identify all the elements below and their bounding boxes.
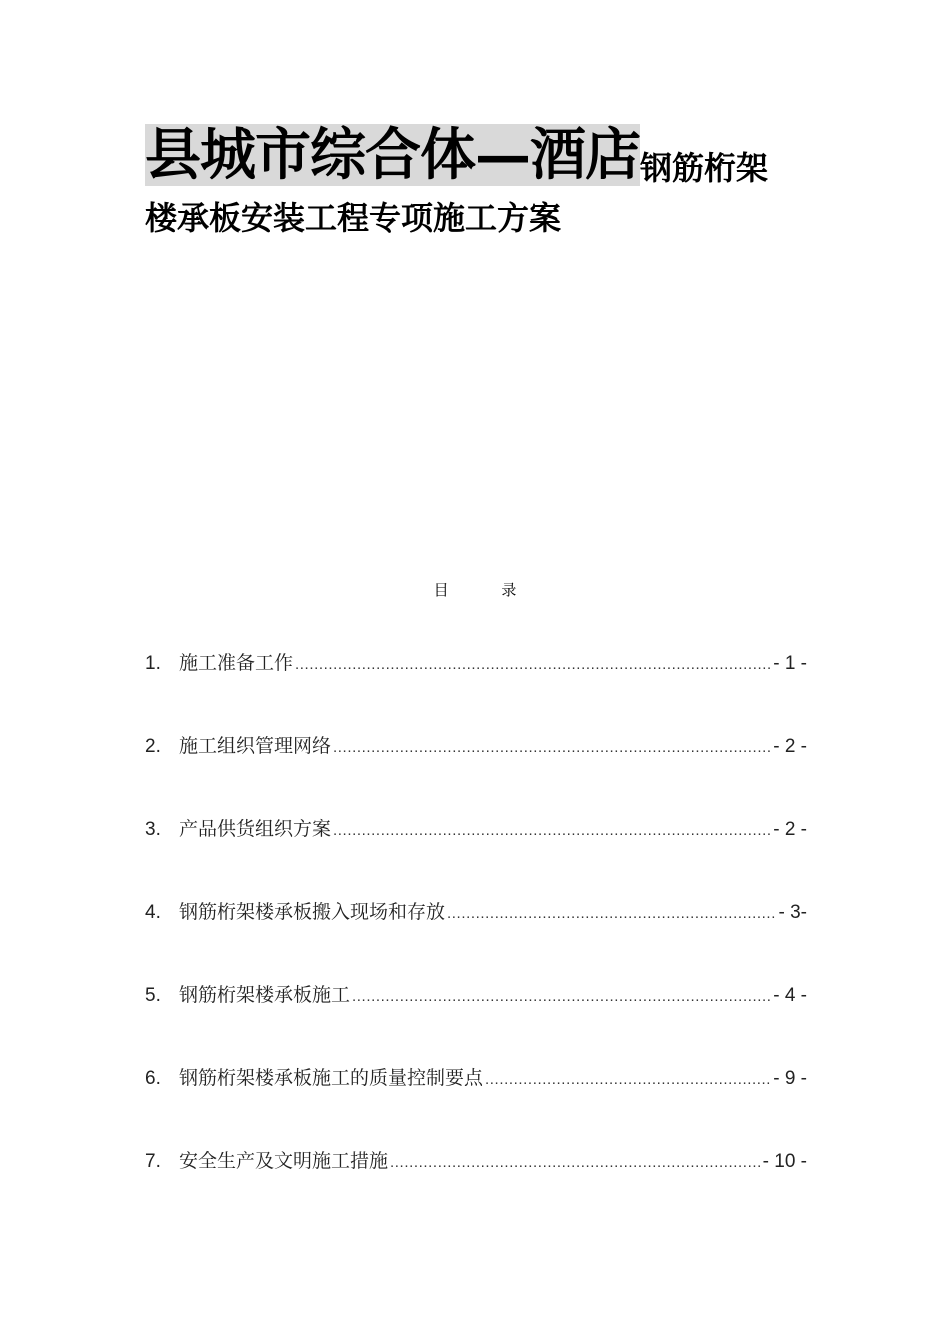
toc-item-text: 钢筋桁架楼承板施工的质量控制要点 xyxy=(179,1067,484,1089)
title-line2: 楼承板安装工程专项施工方案 xyxy=(145,199,562,237)
table-of-contents xyxy=(145,648,807,1229)
toc-item-page: - 3- xyxy=(778,902,807,923)
toc-item-number: 3. xyxy=(145,819,161,840)
toc-leader-dots xyxy=(333,739,771,756)
toc-item-number: 4. xyxy=(145,902,161,923)
toc-item-page: - 10 - xyxy=(762,1151,807,1172)
toc-heading: 目 录 xyxy=(433,581,541,599)
toc-item-page: - 4 - xyxy=(773,985,807,1006)
toc-leader-dots xyxy=(352,988,771,1005)
toc-leader-dots xyxy=(333,822,771,839)
toc-item-text: 钢筋桁架楼承板施工 xyxy=(179,984,351,1006)
toc-item-text: 钢筋桁架楼承板搬入现场和存放 xyxy=(179,901,446,923)
toc-item-number: 5. xyxy=(145,985,161,1006)
toc-item[interactable] xyxy=(145,731,807,814)
title-highlighted-text: 县城市综合体—酒店 xyxy=(145,122,640,188)
toc-item-text: 施工组织管理网络 xyxy=(179,735,332,757)
toc-item-text: 施工准备工作 xyxy=(179,652,294,674)
toc-leader-dots xyxy=(485,1071,771,1088)
toc-item-text: 安全生产及文明施工措施 xyxy=(179,1150,389,1172)
toc-item[interactable] xyxy=(145,1063,807,1146)
toc-leader-dots xyxy=(295,656,771,673)
toc-item-number: 1. xyxy=(145,653,161,674)
toc-leader-dots xyxy=(390,1154,761,1171)
title-line1-rest: 钢筋桁架 xyxy=(640,149,769,187)
toc-item-page: - 1 - xyxy=(773,653,807,674)
toc-item-text: 产品供货组织方案 xyxy=(179,818,332,840)
toc-item[interactable] xyxy=(145,648,807,731)
toc-item-page: - 2 - xyxy=(773,819,807,840)
document-title xyxy=(145,124,768,186)
toc-item-page: - 9 - xyxy=(773,1068,807,1089)
toc-item-number: 6. xyxy=(145,1068,161,1089)
toc-item-page: - 2 - xyxy=(773,736,807,757)
toc-leader-dots xyxy=(447,905,776,922)
toc-item[interactable] xyxy=(145,814,807,897)
toc-item-number: 7. xyxy=(145,1151,161,1172)
toc-item[interactable] xyxy=(145,897,807,980)
toc-item[interactable] xyxy=(145,980,807,1063)
toc-item[interactable] xyxy=(145,1146,807,1229)
toc-item-number: 2. xyxy=(145,736,161,757)
